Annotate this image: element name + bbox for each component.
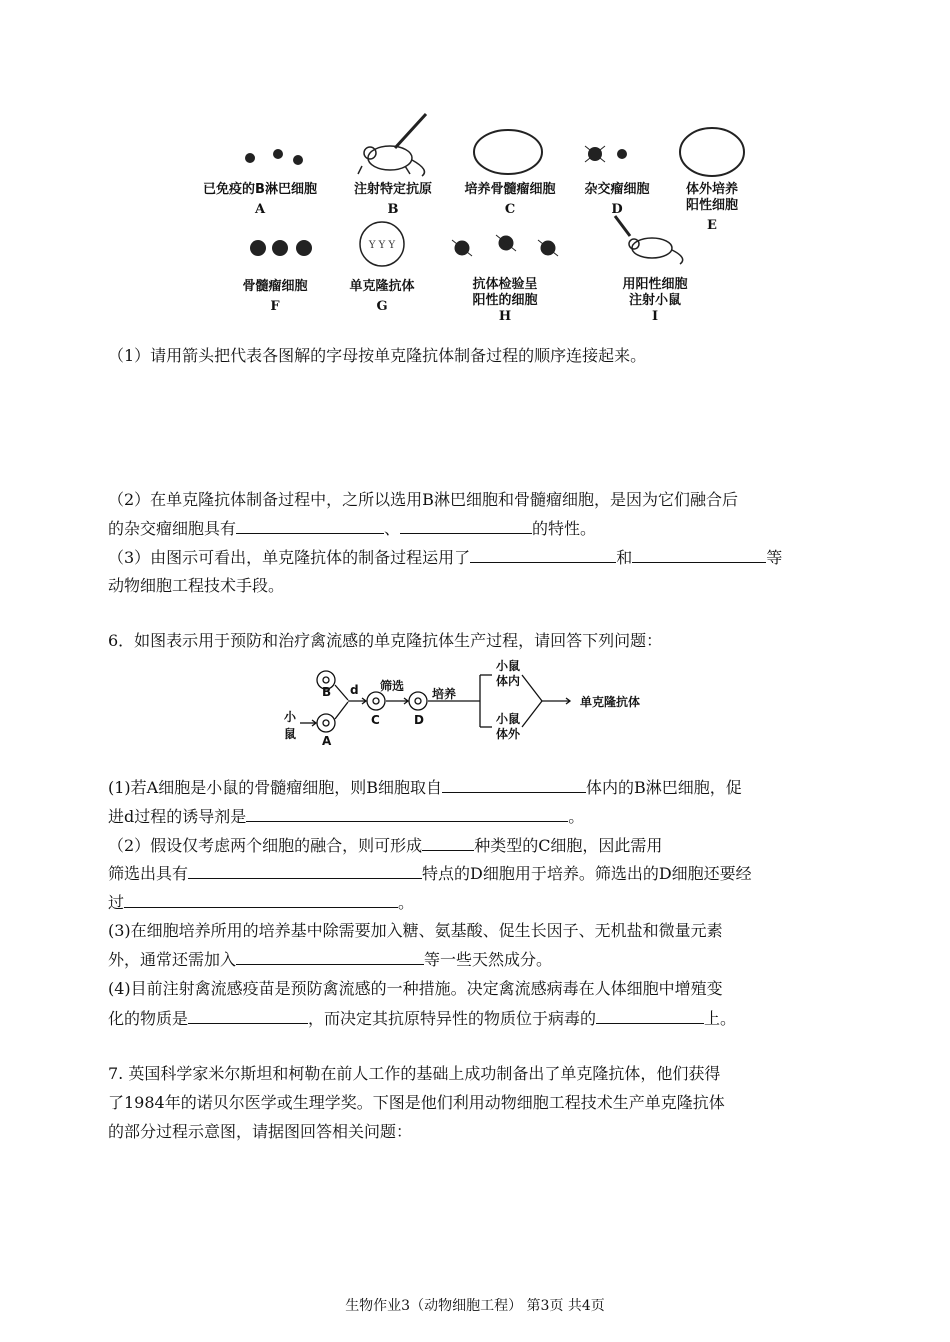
q6-part4-line1: (4)目前注射禽流感疫苗是预防禽流感的一种措施。决定禽流感病毒在人体细胞中增殖变 bbox=[108, 979, 723, 998]
q6-part2-line1 bbox=[108, 834, 662, 857]
b-lymphocyte-icon bbox=[245, 149, 303, 165]
letter-d: D bbox=[611, 202, 623, 217]
q6-intro: 6．如图表示用于预防和治疗禽流感的单克隆抗体生产过程，请回答下列问题： bbox=[108, 631, 663, 650]
text: 上。 bbox=[704, 1009, 737, 1028]
text: ，而决定其抗原特异性的物质位于病毒的 bbox=[308, 1009, 597, 1028]
answer-blank[interactable] bbox=[188, 862, 422, 879]
text: 等 bbox=[766, 548, 783, 567]
page-footer: 生物作业3（动物细胞工程） 第3页 共4页 bbox=[345, 1298, 605, 1314]
culture-label: 培养 bbox=[432, 687, 457, 701]
culture-dish-icon bbox=[474, 130, 542, 174]
q6-part2-line2 bbox=[108, 862, 752, 885]
letter-c: C bbox=[504, 202, 516, 217]
text: 种类型的C细胞，因此需用 bbox=[474, 836, 663, 855]
label-e2: 阳性细胞 bbox=[685, 198, 738, 213]
text: （2）假设仅考虑两个细胞的融合，则可形成 bbox=[108, 836, 423, 855]
letter-g: G bbox=[376, 299, 388, 314]
answer-blank[interactable] bbox=[400, 517, 532, 534]
letter-b: B bbox=[387, 202, 399, 217]
label-f: 骨髓瘤细胞 bbox=[242, 279, 308, 294]
q6-part2-line3 bbox=[108, 891, 414, 914]
q5-part3-line1 bbox=[108, 546, 782, 569]
q7-line3: 的部分过程示意图，请据图回答相关问题： bbox=[108, 1122, 413, 1141]
q7-line1: 7. 英国科学家米尔斯坦和柯勒在前人工作的基础上成功制备出了单克隆抗体，他们获得 bbox=[108, 1064, 721, 1083]
text: （3）由图示可看出，单克隆抗体的制备过程运用了 bbox=[108, 548, 471, 567]
product-label: 单克隆抗体 bbox=[580, 695, 641, 709]
text: 体内的B淋巴细胞，促 bbox=[585, 778, 742, 797]
label-h1: 抗体检验呈 bbox=[472, 277, 538, 292]
answer-blank[interactable] bbox=[632, 546, 766, 563]
q6-part1-line2 bbox=[108, 805, 584, 828]
letter-i: I bbox=[651, 309, 659, 324]
q5-part2-line2 bbox=[108, 517, 596, 540]
label-b: 注射特定抗原 bbox=[353, 182, 432, 197]
answer-blank[interactable] bbox=[188, 1007, 308, 1024]
label-e1: 体外培养 bbox=[685, 182, 738, 197]
text: 特点的D细胞用于培养。筛选出的D细胞还要经 bbox=[422, 864, 752, 883]
label-g: 单克隆抗体 bbox=[349, 279, 415, 294]
q5-part3-line2: 动物细胞工程技术手段。 bbox=[108, 576, 285, 595]
answer-blank[interactable] bbox=[442, 776, 586, 793]
answer-blank[interactable] bbox=[236, 948, 424, 965]
q5-part1: （1）请用箭头把代表各图解的字母按单克隆抗体制备过程的顺序连接起来。 bbox=[108, 346, 647, 365]
positive-cell-icon bbox=[452, 235, 558, 256]
in-vitro-label-2: 体外 bbox=[496, 727, 521, 741]
hybridoma-icon bbox=[585, 146, 627, 162]
text: 。 bbox=[398, 893, 415, 912]
text: 的特性。 bbox=[532, 519, 597, 538]
q5-part2-line1: （2）在单克隆抗体制备过程中，之所以选用B淋巴细胞和骨髓瘤细胞，是因为它们融合后 bbox=[108, 490, 738, 509]
q7-line2: 了1984年的诺贝尔医学或生理学奖。下图是他们利用动物细胞工程技术生产单克隆抗体 bbox=[108, 1093, 725, 1112]
q6-part4-line2 bbox=[108, 1007, 736, 1030]
mouse-label-1: 小 bbox=[284, 710, 297, 724]
text: 过 bbox=[108, 893, 125, 912]
text: 进d过程的诱导剂是 bbox=[108, 807, 247, 826]
text: 化的物质是 bbox=[108, 1009, 189, 1028]
in-vivo-label-1: 小鼠 bbox=[496, 659, 521, 673]
letter-f: F bbox=[270, 299, 280, 314]
label-d: 杂交瘤细胞 bbox=[584, 182, 650, 197]
in-vivo-label-2: 体内 bbox=[496, 674, 521, 688]
cell-a-label: A bbox=[322, 734, 332, 748]
text: (1)若A细胞是小鼠的骨髓瘤细胞，则B细胞取自 bbox=[108, 778, 442, 797]
label-c: 培养骨髓瘤细胞 bbox=[464, 182, 556, 197]
label-i1: 用阳性细胞 bbox=[622, 277, 688, 292]
figure-antibody-steps bbox=[190, 108, 760, 326]
label-a: 已免疫的B淋巴细胞 bbox=[203, 182, 317, 197]
text: 和 bbox=[616, 548, 633, 567]
culture-dish-icon bbox=[680, 128, 744, 176]
svg-text:Y Y Y: Y Y Y bbox=[368, 240, 396, 251]
cell-b-label: B bbox=[322, 685, 332, 699]
letter-h: H bbox=[498, 309, 512, 324]
label-h2: 阳性的细胞 bbox=[472, 293, 538, 308]
mouse-syringe-icon bbox=[358, 114, 426, 176]
text: 筛选出具有 bbox=[108, 864, 189, 883]
q6-diagram bbox=[280, 655, 680, 750]
answer-blank[interactable] bbox=[236, 517, 384, 534]
text: 等一些天然成分。 bbox=[424, 950, 553, 969]
letter-e: E bbox=[707, 218, 717, 233]
text: 外，通常还需加入 bbox=[108, 950, 237, 969]
in-vitro-label-1: 小鼠 bbox=[496, 712, 521, 726]
q6-part1-line1 bbox=[108, 776, 742, 799]
cell-d-label: D bbox=[414, 713, 424, 727]
mouse-label-2: 鼠 bbox=[284, 727, 297, 741]
q6-part3-line1: (3)在细胞培养所用的培养基中除需要加入糖、氨基酸、促生长因子、无机盐和微量元素 bbox=[108, 921, 723, 940]
text: 的杂交瘤细胞具有 bbox=[108, 519, 237, 538]
letter-a: A bbox=[254, 202, 266, 217]
step-d-label: d bbox=[350, 683, 359, 697]
q6-part3-line2 bbox=[108, 948, 552, 971]
answer-blank[interactable] bbox=[246, 805, 568, 822]
answer-blank[interactable] bbox=[470, 546, 616, 563]
text: 、 bbox=[384, 519, 401, 538]
myeloma-cell-icon bbox=[250, 240, 312, 256]
answer-blank[interactable] bbox=[596, 1007, 704, 1024]
cell-c-label: C bbox=[371, 713, 380, 727]
label-i2: 注射小鼠 bbox=[628, 293, 681, 308]
answer-blank[interactable] bbox=[422, 834, 474, 851]
antibody-dish-icon bbox=[360, 222, 404, 266]
answer-blank[interactable] bbox=[124, 891, 398, 908]
screen-label: 筛选 bbox=[380, 679, 405, 693]
text: 。 bbox=[568, 807, 585, 826]
